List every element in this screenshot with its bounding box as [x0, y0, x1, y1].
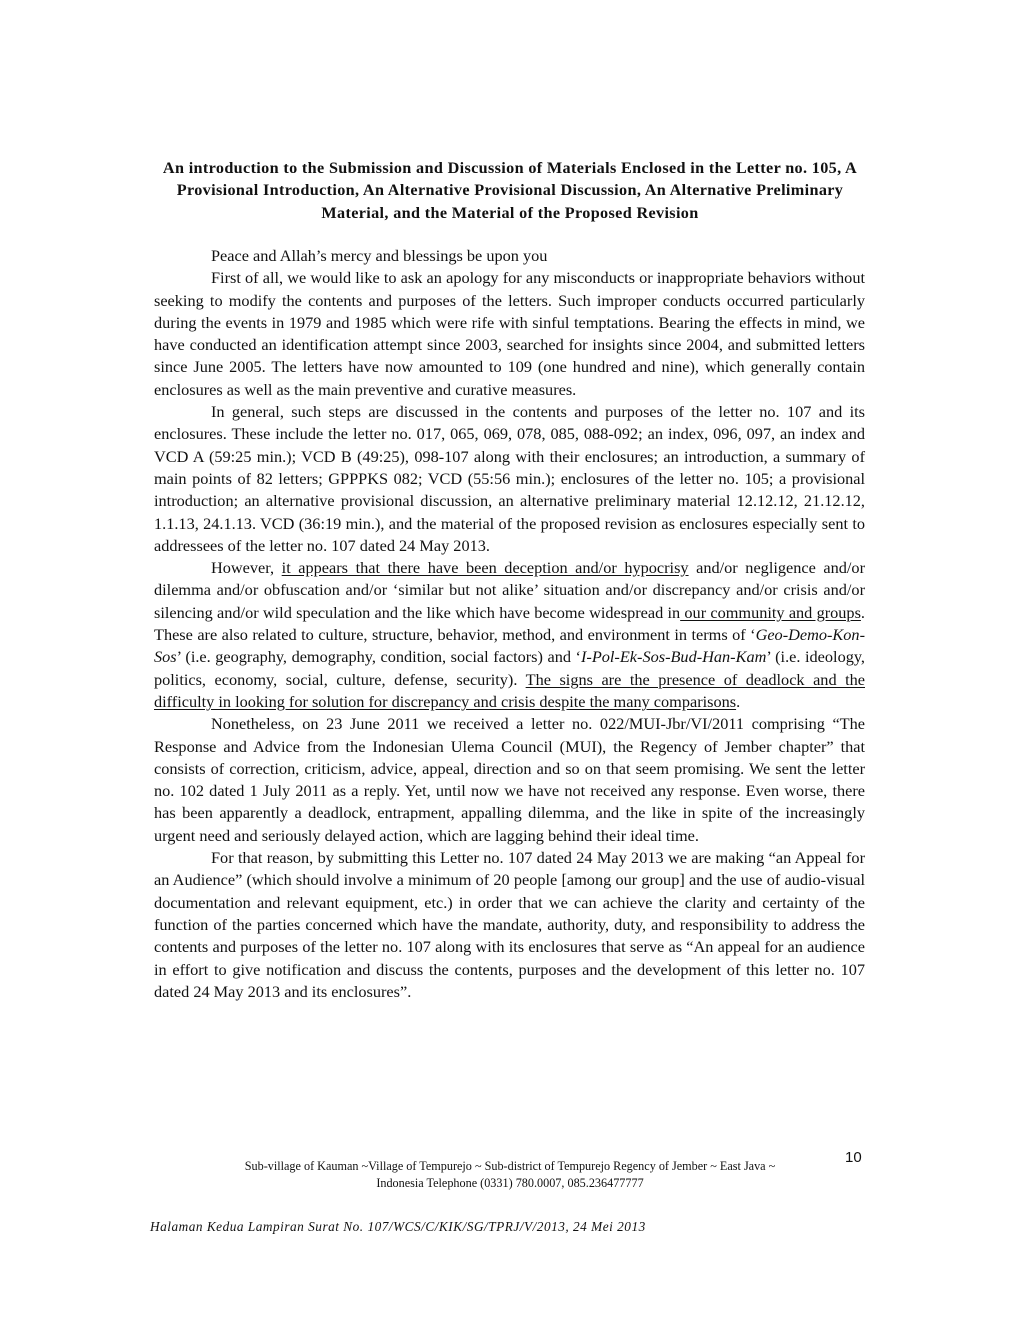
italic-ipolek: I-Pol-Ek-Sos-Bud-Han-Kam	[580, 647, 767, 667]
footer-line-1: Sub-village of Kauman ~Village of Tempurejo ~ Sub-district of Tempurejo Regency of Jember ~ East Java ~	[244, 1159, 776, 1173]
paragraph-however	[154, 557, 865, 713]
underlined-signs: The signs are the presence of deadlock and the difficulty in looking for solution for discrepancy and crisis despite the many comparisons	[154, 669, 865, 711]
document-title: An introduction to the Submission and Discussion of Materials Enclosed in the Letter no. 105, A Provisional Introduction, An Alternative Provisional Discussion, An Alternative Preliminary Material, and the Material of the Proposed Revision	[162, 159, 858, 222]
underlined-deception: it appears that there have been deception and/or hypocrisy	[281, 558, 689, 578]
italic-geo-demo: Geo-Demo-Kon-Sos	[154, 625, 865, 667]
document-body	[154, 245, 865, 1003]
paragraph-nonetheless: Nonetheless, on 23 June 2011 we received a letter no. 022/MUI-Jbr/VI/2011 comprising “The Response and Advice from the Indonesian Ulema Council (MUI), the Regency of Jember chapter” that consists of correction, criticism, advice, appeal, direction and so on that seem promising. We sent the letter no. 102 dated 1 July 2011 as a reply. Yet, until now we have not received any response. Even worse, there has been apparently a deadlock, entrapment, appalling dilemma, and the like in spite of the increasingly urgent need and seriously delayed action, which are lagging behind their ideal time.	[154, 714, 865, 845]
paragraph-apology: First of all, we would like to ask an apology for any misconducts or inappropriate behaviors without seeking to modify the contents and purposes of the letters. Such improper conducts occurred particularly during the events in 1979 and 1985 which were rife with sinful temptations. Bearing the effects in mind, we have conducted an identification attempt since 2003, searched for insights since 2004, and submitted letters since June 2005. The letters have now amounted to 109 (one hundred and nine), which generally contain enclosures as well as the main preventive and curative measures.	[154, 268, 865, 399]
text-span: ’ (i.e. ideology, politics, economy, social, culture, defense, security).	[154, 647, 865, 689]
text-span: and/or negligence and/or dilemma and/or obfuscation and/or ‘similar but not alike’ situation and/or discrepancy and/or crisis and/or silencing and/or wild speculation and the like which have become widespread in	[154, 558, 865, 622]
footer-line-2: Indonesia Telephone (0331) 780.0007, 085.236477777	[376, 1175, 644, 1190]
text-span: ’ (i.e. geography, demography, condition, social factors) and ‘	[176, 647, 581, 667]
paragraph-appeal: For that reason, by submitting this Letter no. 107 dated 24 May 2013 we are making “an Appeal for an Audience” (which should involve a minimum of 20 people [among our group] and the use of audio-visual documentation and relevant equipment, etc.) in order that we can achieve the clarity and certainty of the function of the parties concerned which have the mandate, authority, duty, and responsibility to address the contents and purposes of the letter no. 107 along with its enclosures that serve as “An appeal for an audience in effort to give notification and discuss the contents, purposes and the development of this letter no. 107 dated 24 May 2013 and its enclosures”.	[154, 848, 865, 1001]
footer-address	[150, 1158, 870, 1191]
underlined-community: our community and groups	[680, 602, 861, 622]
paragraph-enclosures: In general, such steps are discussed in the contents and purposes of the letter no. 107 and its enclosures. These include the letter no. 017, 065, 069, 078, 085, 088-092; an index, 096, 097, an index and VCD A (59:25 min.); VCD B (49:25), 098-107 along with their enclosures; an introduction, a summary of main points of 82 letters; GPPPKS 082; VCD (55:56 min.); enclosures of the letter no. 105; a provisional introduction; an alternative provisional discussion, an alternative preliminary material 12.12.12, 21.12.12, 1.1.13, 24.1.13. VCD (36:19 min.), and the material of the proposed revision as enclosures especially sent to addressees of the letter no. 107 dated 24 May 2013.	[154, 402, 865, 555]
text-span: .	[736, 691, 741, 711]
text-span: . These are also related to culture, structure, behavior, method, and environment in terms of ‘	[154, 602, 865, 645]
text-span: However,	[211, 558, 282, 578]
page-number: 10	[845, 1149, 862, 1166]
greeting: Peace and Allah’s mercy and blessings be upon you	[211, 246, 548, 265]
bottom-reference-note: Halaman Kedua Lampiran Surat No. 107/WCS/C/KIK/SG/TPRJ/V/2013, 24 Mei 2013	[150, 1219, 646, 1234]
